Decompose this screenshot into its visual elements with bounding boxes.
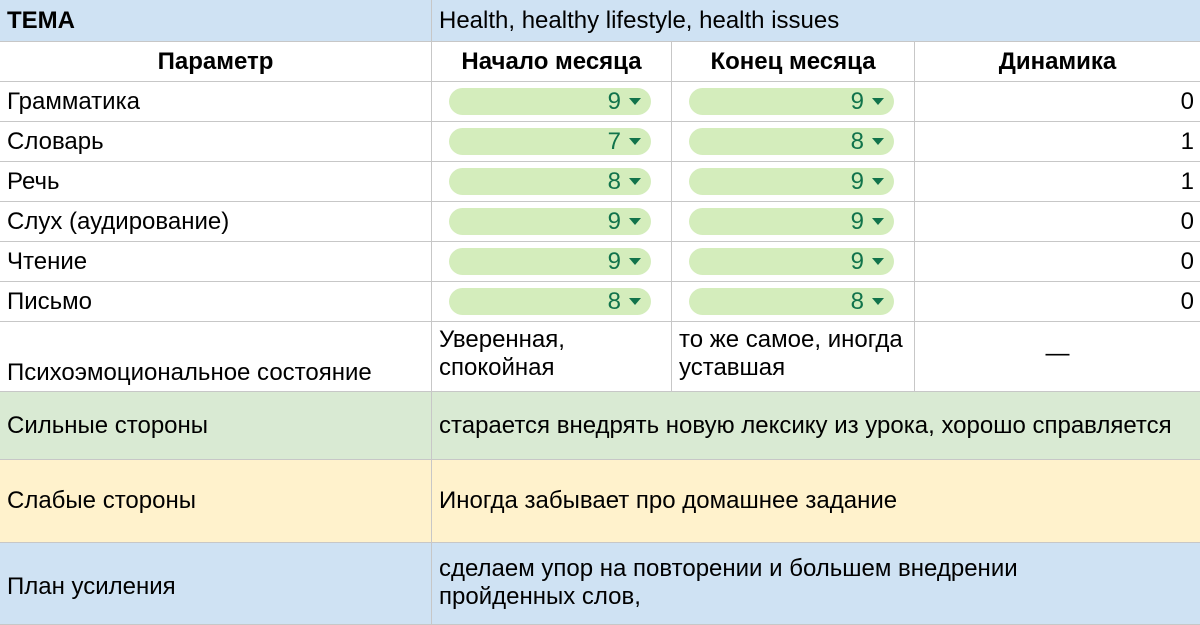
param-name: Словарь: [7, 127, 104, 155]
caret-down-icon[interactable]: [872, 98, 884, 105]
psycho-dynamics-cell[interactable]: [915, 322, 1200, 392]
end-value: 9: [850, 167, 864, 195]
strengths-label-cell[interactable]: [0, 392, 432, 460]
start-dropdown-chip[interactable]: [449, 88, 651, 115]
caret-down-icon[interactable]: [872, 298, 884, 305]
end-dropdown-chip[interactable]: [689, 88, 894, 115]
plan-value: сделаем упор на повторении и большем внедрении пройденных слов,: [439, 555, 1018, 610]
header-end-label: Конец месяца: [710, 47, 876, 75]
caret-down-icon[interactable]: [872, 178, 884, 185]
param-name-cell[interactable]: [0, 82, 432, 122]
start-dropdown-chip[interactable]: [449, 208, 651, 235]
caret-down-icon[interactable]: [872, 218, 884, 225]
header-dynamics-label: Динамика: [998, 47, 1117, 75]
topic-label-cell[interactable]: [0, 0, 432, 42]
psycho-start: Уверенная, спокойная: [439, 326, 565, 381]
dynamics-value: 0: [1180, 207, 1194, 235]
end-cell[interactable]: [672, 162, 915, 202]
start-dropdown-chip[interactable]: [449, 288, 651, 315]
caret-down-icon[interactable]: [629, 218, 641, 225]
end-cell[interactable]: [672, 82, 915, 122]
psycho-end: то же самое, иногда уставшая: [679, 326, 903, 381]
param-name: Слух (аудирование): [7, 207, 230, 235]
weaknesses-value: Иногда забывает про домашнее задание: [439, 487, 898, 514]
topic-label: ТЕМА: [7, 6, 75, 34]
topic-value-cell[interactable]: [432, 0, 1200, 42]
strengths-value-cell[interactable]: [432, 392, 1200, 460]
plan-label-cell[interactable]: [0, 543, 432, 625]
header-start-label: Начало месяца: [461, 47, 642, 75]
table-row: [0, 202, 1200, 242]
table-row: [0, 122, 1200, 162]
dynamics-cell[interactable]: [915, 82, 1200, 122]
topic-value: Health, healthy lifestyle, health issues: [439, 6, 840, 34]
end-value: 9: [850, 87, 864, 115]
psycho-dynamics: —: [1045, 340, 1070, 367]
dynamics-value: 0: [1180, 87, 1194, 115]
psycho-row: [0, 322, 1200, 392]
end-dropdown-chip[interactable]: [689, 208, 894, 235]
start-cell[interactable]: [432, 202, 672, 242]
dynamics-cell[interactable]: [915, 202, 1200, 242]
table-row: [0, 242, 1200, 282]
dynamics-cell[interactable]: [915, 162, 1200, 202]
start-dropdown-chip[interactable]: [449, 248, 651, 275]
end-cell[interactable]: [672, 202, 915, 242]
end-cell[interactable]: [672, 122, 915, 162]
weaknesses-label: Слабые стороны: [7, 487, 196, 514]
end-dropdown-chip[interactable]: [689, 248, 894, 275]
caret-down-icon[interactable]: [629, 298, 641, 305]
start-value: 9: [607, 87, 621, 115]
strengths-row: [0, 392, 1200, 460]
caret-down-icon[interactable]: [629, 258, 641, 265]
end-cell[interactable]: [672, 242, 915, 282]
header-param[interactable]: [0, 42, 432, 82]
start-value: 8: [607, 167, 621, 195]
table-row: [0, 82, 1200, 122]
start-cell[interactable]: [432, 82, 672, 122]
start-value: 7: [607, 127, 621, 155]
plan-value-cell[interactable]: [432, 543, 1200, 625]
start-value: 8: [607, 287, 621, 315]
dynamics-value: 0: [1180, 287, 1194, 315]
end-dropdown-chip[interactable]: [689, 128, 894, 155]
dynamics-cell[interactable]: [915, 242, 1200, 282]
end-value: 9: [850, 247, 864, 275]
psycho-name-cell[interactable]: [0, 322, 432, 392]
header-start[interactable]: [432, 42, 672, 82]
dynamics-value: 1: [1180, 127, 1194, 155]
end-dropdown-chip[interactable]: [689, 168, 894, 195]
psycho-end-cell[interactable]: [672, 322, 915, 392]
header-param-label: Параметр: [157, 47, 274, 75]
start-cell[interactable]: [432, 162, 672, 202]
end-value: 8: [850, 127, 864, 155]
start-dropdown-chip[interactable]: [449, 128, 651, 155]
header-end[interactable]: [672, 42, 915, 82]
param-name-cell[interactable]: [0, 162, 432, 202]
dynamics-value: 1: [1180, 167, 1194, 195]
weaknesses-row: [0, 460, 1200, 543]
weaknesses-label-cell[interactable]: [0, 460, 432, 543]
param-name: Грамматика: [7, 87, 140, 115]
psycho-name: Психоэмоциональное состояние: [7, 359, 372, 386]
start-value: 9: [607, 207, 621, 235]
start-dropdown-chip[interactable]: [449, 168, 651, 195]
start-value: 9: [607, 247, 621, 275]
end-value: 9: [850, 207, 864, 235]
caret-down-icon[interactable]: [872, 138, 884, 145]
caret-down-icon[interactable]: [872, 258, 884, 265]
weaknesses-value-cell[interactable]: [432, 460, 1200, 543]
start-cell[interactable]: [432, 242, 672, 282]
param-name: Речь: [7, 167, 60, 195]
plan-row: [0, 543, 1200, 625]
strengths-label: Сильные стороны: [7, 411, 209, 439]
dynamics-cell[interactable]: [915, 282, 1200, 322]
param-name: Письмо: [7, 287, 93, 315]
end-dropdown-chip[interactable]: [689, 288, 894, 315]
header-dynamics[interactable]: [915, 42, 1200, 82]
header-row: [0, 42, 1200, 82]
caret-down-icon[interactable]: [629, 98, 641, 105]
topic-row: [0, 0, 1200, 42]
start-cell[interactable]: [432, 282, 672, 322]
plan-label: План усиления: [7, 572, 176, 600]
table-row: [0, 162, 1200, 202]
strengths-value: старается внедрять новую лексику из урока, хорошо справляется: [439, 411, 1172, 439]
param-name-cell[interactable]: [0, 242, 432, 282]
caret-down-icon[interactable]: [629, 138, 641, 145]
dynamics-value: 0: [1180, 247, 1194, 275]
param-name-cell[interactable]: [0, 202, 432, 242]
table-row: [0, 282, 1200, 322]
psycho-start-cell[interactable]: [432, 322, 672, 392]
caret-down-icon[interactable]: [629, 178, 641, 185]
param-name-cell[interactable]: [0, 122, 432, 162]
end-cell[interactable]: [672, 282, 915, 322]
param-name-cell[interactable]: [0, 282, 432, 322]
param-name: Чтение: [7, 247, 88, 275]
start-cell[interactable]: [432, 122, 672, 162]
dynamics-cell[interactable]: [915, 122, 1200, 162]
end-value: 8: [850, 287, 864, 315]
